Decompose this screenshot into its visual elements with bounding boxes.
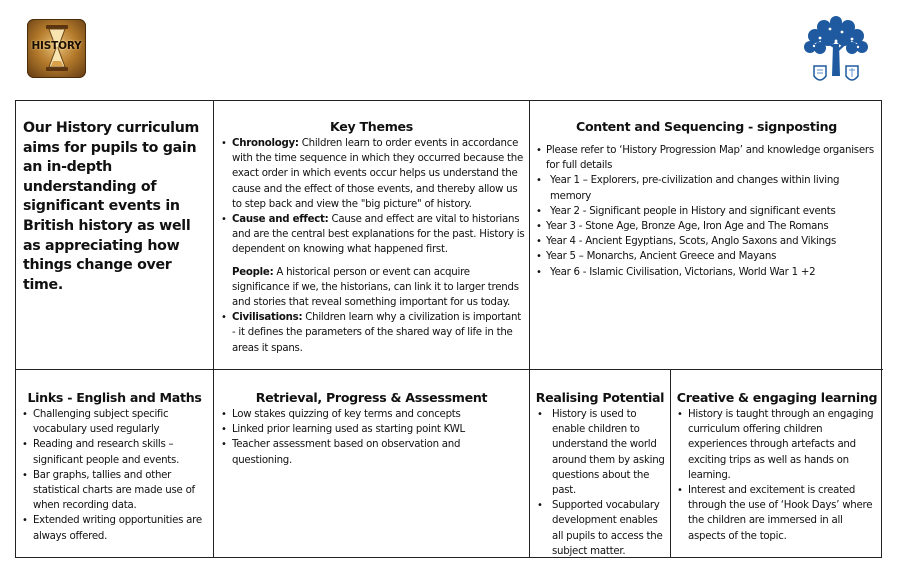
list-item: • Supported vocabulary development enables all pupils to access the subject matter.	[530, 498, 668, 557]
creative-list	[671, 405, 883, 544]
content-sequencing-heading: Content and Sequencing - signposting	[576, 119, 837, 134]
content-sequencing-cell	[530, 101, 883, 370]
list-item: • Year 1 – Explorers, pre-civilization and changes within living memory	[536, 173, 875, 203]
list-item: • History is taught through an engaging curriculum offering children experiences through artefacts and exciting trips as well as hands on learning.	[674, 407, 879, 483]
list-item: • Bar graphs, tallies and other statistical charts are made use of when recording data.	[19, 468, 209, 514]
list-item: People: A historical person or event can acquire significance if we, the historians, can link it to larger trends and stories that reveal something important for us today.	[232, 266, 519, 309]
list-item: • Cause and effect: Cause and effect are vital to historians and are the central best explanations for the past. History is dependent on knowing what happened first.	[218, 212, 525, 258]
list-item: • Year 2 - Significant people in History and significant events	[536, 204, 875, 219]
realising-list	[530, 405, 670, 557]
content-sequencing-list	[530, 134, 883, 280]
list-item: • Interest and excitement is created through the use of ‘Hook Days’ where the children are immersed in all aspects of the topic.	[674, 483, 879, 544]
list-item: • Please refer to ‘History Progression Map’ and knowledge organisers for full details	[536, 143, 875, 173]
retrieval-list	[214, 405, 529, 468]
realising-heading: Realising Potential	[535, 390, 665, 405]
realising-cell	[530, 370, 671, 557]
tree-crest-icon	[800, 14, 872, 88]
intro-text: Our History curriculum aims for pupils to gain an in-depth understanding of significant events in British history as well as appreciating how things change over time.	[23, 120, 200, 293]
key-themes-cell	[214, 101, 530, 370]
intro-cell	[16, 101, 214, 370]
list-item: • History is used to enable children to understand the world around them by asking questions about the past.	[530, 407, 668, 498]
list-item: • Reading and research skills – significant people and events.	[19, 437, 209, 467]
list-item: • Extended writing opportunities are always offered.	[19, 513, 209, 543]
curriculum-grid	[15, 100, 882, 558]
key-themes-list	[214, 134, 529, 356]
list-item: • Linked prior learning used as starting point KWL	[218, 422, 523, 437]
list-item: • Chronology: Children learn to order events in accordance with the time sequence in which they occurred because the exact order in which events occur helps us understand the cause and the effect of those events, and thereby allow us to step back and view the "big picture" of history.	[218, 136, 525, 212]
list-item: • Year 5 – Monarchs, Ancient Greece and Mayans	[536, 249, 875, 264]
list-item: • Low stakes quizzing of key terms and concepts	[218, 407, 523, 422]
list-item: • Civilisations: Children learn why a civilization is important - it defines the parameters of the shared way of life in the areas it spans.	[218, 310, 525, 356]
list-item: • Challenging subject specific vocabulary used regularly	[19, 407, 209, 437]
retrieval-heading: Retrieval, Progress & Assessment	[255, 390, 488, 405]
links-list	[16, 405, 213, 544]
retrieval-cell	[214, 370, 530, 557]
creative-cell	[671, 370, 883, 557]
history-logo	[27, 19, 86, 78]
history-logo-label: HISTORY	[31, 40, 82, 52]
list-item: • Year 4 - Ancient Egyptians, Scots, Anglo Saxons and Vikings	[536, 234, 875, 249]
links-cell	[16, 370, 214, 557]
key-themes-heading: Key Themes	[330, 119, 413, 134]
links-heading: Links - English and Maths	[27, 390, 202, 405]
list-item: • Year 3 - Stone Age, Bronze Age, Iron Age and The Romans	[536, 219, 875, 234]
list-item: • Year 6 - Islamic Civilisation, Victorians, World War 1 +2	[536, 265, 875, 280]
creative-heading: Creative & engaging learning	[676, 390, 878, 405]
list-item: • Teacher assessment based on observation and questioning.	[218, 437, 523, 467]
